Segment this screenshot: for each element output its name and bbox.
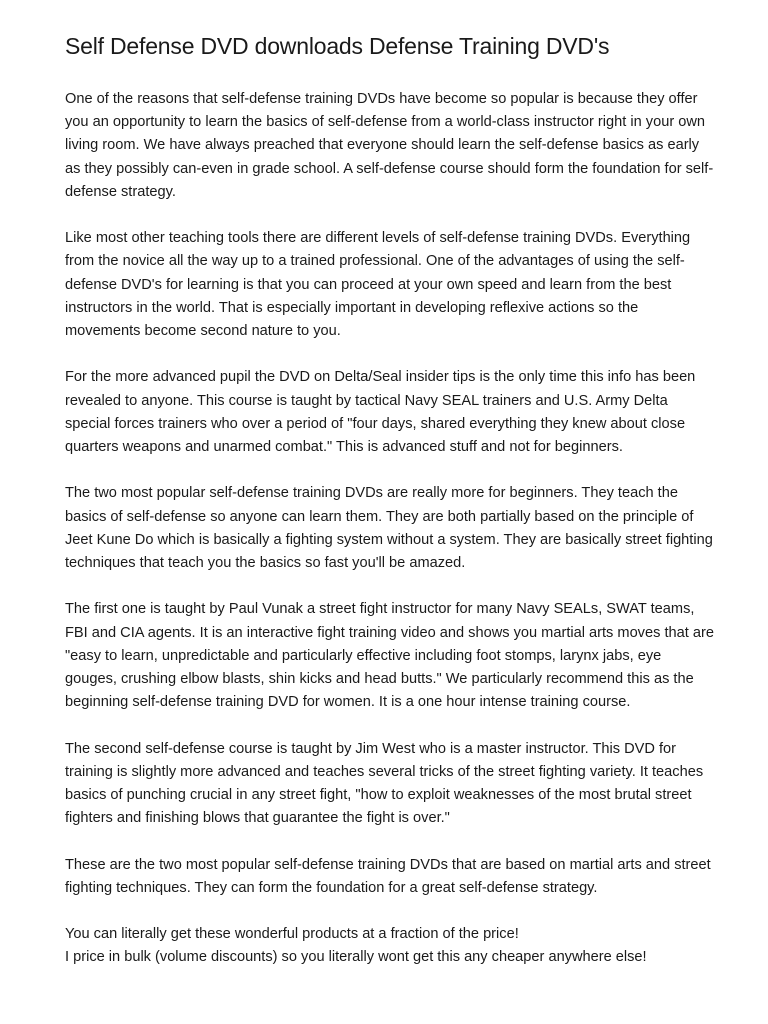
paragraph-1: One of the reasons that self-defense training DVDs have become so popular is because they offer you an opportunity to learn the basics of self-defense from a world-class instructor right in your own living room. We have always preached that everyone should learn the self-defense basics as early as they possibly can-even in grade school. A self-defense course should form the foundation for self-defense strategy. — [65, 91, 714, 200]
page-title: Self Defense DVD downloads Defense Training DVD's — [65, 33, 610, 59]
document-page — [65, 30, 715, 970]
paragraph-4: The two most popular self-defense training DVDs are really more for beginners. They teach the basics of self-defense so anyone can learn them. They are both partially based on the principle of Jeet Kune Do which is basically a fighting system without a system. They are basically street fighting techniques that teach you the basics so fast you'll be amazed. — [65, 485, 713, 572]
paragraph-2: Like most other teaching tools there are different levels of self-defense training DVDs. Everything from the novice all the way up to a trained professional. One of the advantages of using the self-defense DVD's for learning is that you can proceed at your own speed and learn from the best instructors in the world. That is especially important in developing reflexive actions so the movements become second nature to you. — [65, 230, 691, 340]
paragraph-9: I price in bulk (volume discounts) so you literally wont get this any cheaper anywhere else! — [65, 949, 647, 966]
paragraph-5: The first one is taught by Paul Vunak a street fight instructor for many Navy SEALs, SWAT teams, FBI and CIA agents. It is an interactive fight training video and shows you martial arts moves that are "easy to learn, unpredictable and particularly effective including foot stomps, larynx jabs, eye gouges, crushing elbow blasts, shin kicks and head butts." We particularly recommend this as the beginning self-defense training DVD for women. It is a one hour intense training course. — [65, 601, 714, 711]
paragraph-6: The second self-defense course is taught by Jim West who is a master instructor. This DVD for training is slightly more advanced and teaches several tricks of the street fighting variety. It teaches basics of punching crucial in any street fight, "how to exploit weaknesses of the most brutal street fighters and finishing blows that guarantee the fight is over." — [65, 740, 704, 827]
paragraph-3: For the more advanced pupil the DVD on Delta/Seal insider tips is the only time this info has been revealed to anyone. This course is taught by tactical Navy SEAL trainers and U.S. Army Delta special forces trainers who over a period of "four days, shared everything they knew about close quarters weapons and unarmed combat." This is advanced stuff and not for beginners. — [65, 369, 696, 456]
paragraph-7: These are the two most popular self-defense training DVDs that are based on martial arts and street fighting techniques. They can form the foundation for a great self-defense strategy. — [65, 856, 711, 896]
paragraph-8: You can literally get these wonderful products at a fraction of the price! — [65, 926, 519, 943]
